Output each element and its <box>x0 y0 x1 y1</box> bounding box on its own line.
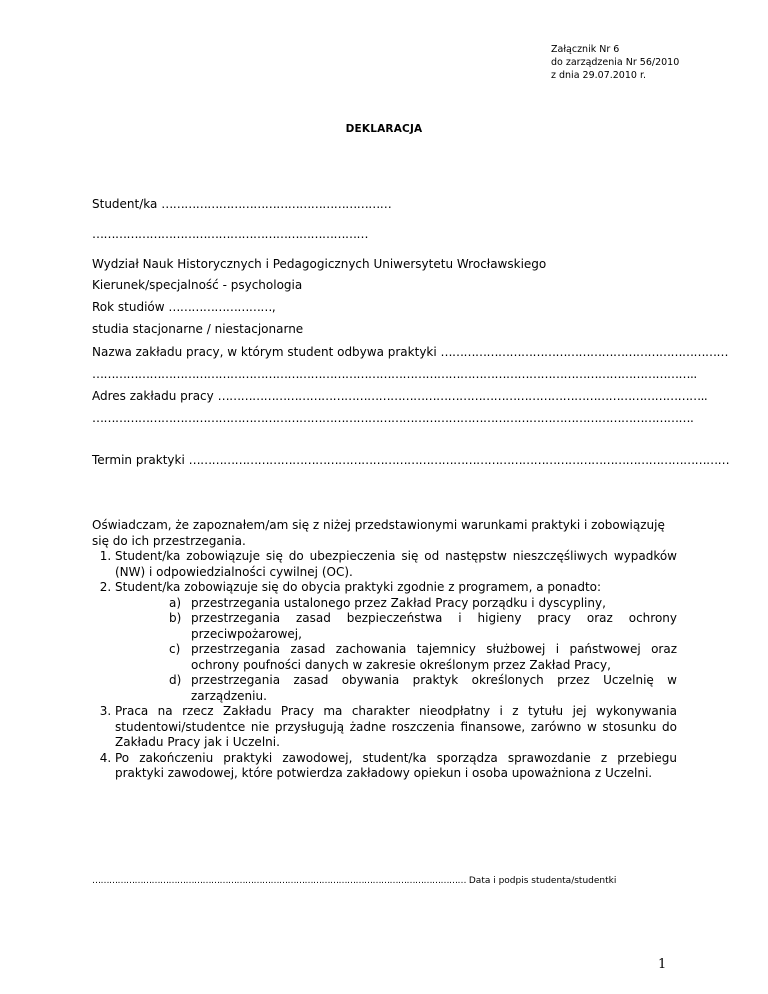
sub-item-a-mark: a) <box>169 595 182 610</box>
condition-3: 3. Praca na rzecz Zakładu Pracy ma charakter nieodpłatny i z tytułu jej wykonywania studentowi/studentce nie przysługują żadne roszczenia finansowe, zarówno w stosunku do Zakładu Pracy jak i Uczelni. <box>115 704 677 751</box>
student-field <box>92 197 391 211</box>
company-label: Nazwa zakładu pracy, w którym student odbywa praktyki <box>92 345 437 359</box>
signature-line <box>92 876 616 886</box>
address-label: Adres zakładu pracy <box>92 389 214 403</box>
company-field <box>92 345 728 359</box>
condition-2-text: Student/ka zobowiązuje się do obycia praktyki zgodnie z programem, a ponadto: <box>115 580 602 594</box>
address-line-2: …………………………………………………………………………………………………………………………………………. <box>92 411 694 425</box>
student-label: Student/ka <box>92 197 158 211</box>
address-dots: ……………………………………………………………………………………………………………….. <box>217 389 708 403</box>
annex-date: z dnia 29.07.2010 r. <box>551 70 647 81</box>
sub-item-a-text: przestrzegania ustalonego przez Zakład Pracy porządku i dyscypliny, <box>191 595 606 610</box>
major-line: Kierunek/specjalność - psychologia <box>92 278 303 292</box>
sub-item-b-mark: b) <box>169 611 182 625</box>
study-mode-line: studia stacjonarne / niestacjonarne <box>92 322 304 336</box>
term-dots: …………………………………………………………………………………………………………………………… <box>188 453 730 467</box>
faculty-line: Wydział Nauk Historycznych i Pedagogicznych Uniwersytetu Wrocławskiego <box>92 257 547 271</box>
page-number: 1 <box>658 957 667 972</box>
sub-item-d-text: przestrzegania zasad obywania praktyk określonych przez Uczelnię w zarządzeniu. <box>191 673 677 703</box>
conditions-list <box>92 549 677 782</box>
year-label: Rok studiów <box>92 300 165 314</box>
sub-item-a <box>169 595 677 612</box>
condition-2-sublist <box>115 596 677 705</box>
term-field <box>92 453 729 467</box>
sub-item-c-text: przestrzegania zasad zachowania tajemnicy służbowej i państwowej oraz ochrony poufności danych w zakresie określonym przez Zakład Pracy, <box>191 642 677 672</box>
sub-item-c <box>169 642 677 673</box>
year-field <box>92 300 275 314</box>
sub-item-d <box>169 673 677 704</box>
annex-header <box>551 43 679 82</box>
signature-dots: …………………………………………………………………………………………………………………… <box>92 876 466 886</box>
year-dots: ………………………, <box>168 300 276 314</box>
term-label: Termin praktyki <box>92 453 185 467</box>
declaration-text <box>92 518 677 782</box>
address-field <box>92 389 707 403</box>
student-line-2: ……………………………………………………………… <box>92 227 368 241</box>
sub-item-b <box>169 611 677 642</box>
sub-item-c-mark: c) <box>169 642 181 656</box>
document-title: DEKLARACJA <box>345 123 423 135</box>
company-line-2: ………………………………………………………………………………………………………………………………………….. <box>92 367 697 381</box>
sub-item-d-mark: d) <box>169 673 182 687</box>
signature-label: Data i podpis studenta/studentki <box>468 876 617 886</box>
condition-2 <box>115 580 677 704</box>
declaration-intro: Oświadczam, że zapoznałem/am się z niżej przedstawionymi warunkami praktyki i zobowiązuję się do ich przestrzegania. <box>92 518 665 548</box>
condition-4: 4. Po zakończeniu praktyki zawodowej, student/ka sporządza sprawozdanie z przebiegu praktyki zawodowej, które potwierdza zakładowy opiekun i osoba upoważniona z Uczelni. <box>115 751 677 782</box>
annex-regulation: do zarządzenia Nr 56/2010 <box>551 57 680 68</box>
company-dots: ………………………………………………………………… <box>440 345 729 359</box>
student-dots: …………………………………………………… <box>161 197 392 211</box>
condition-1: 1. Student/ka zobowiązuje się do ubezpieczenia się od następstw nieszczęśliwych wypadków (NW) i odpowiedzialności cywilnej (OC). <box>115 549 677 580</box>
sub-item-b-text: przestrzegania zasad bezpieczeństwa i higieny pracy oraz ochrony przeciwpożarowej, <box>191 611 677 641</box>
annex-number: Załącznik Nr 6 <box>551 44 620 55</box>
